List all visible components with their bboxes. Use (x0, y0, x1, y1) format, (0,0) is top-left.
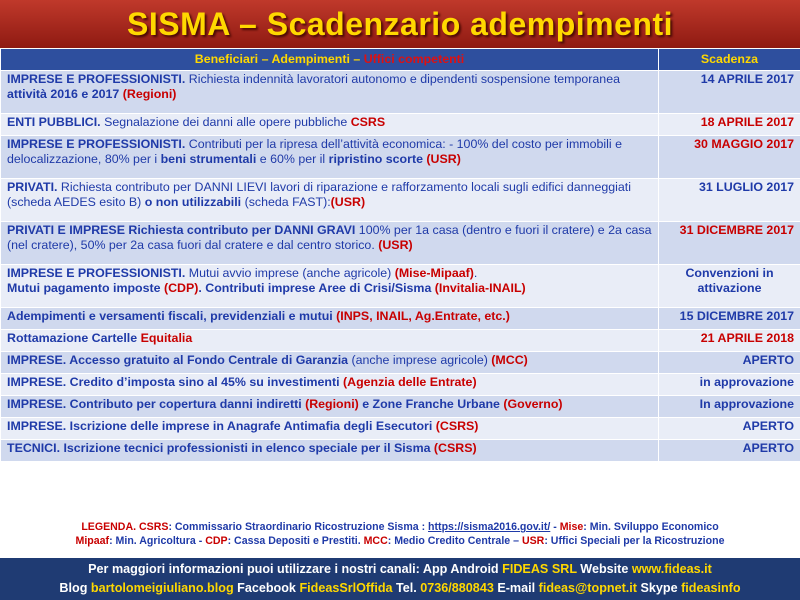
row-deadline: 18 APRILE 2017 (659, 114, 800, 136)
row-deadline: 15 DICEMBRE 2017 (659, 308, 800, 330)
sisma-link[interactable]: https://sisma2016.gov.it/ (428, 521, 551, 533)
legend-line-1: LEGENDA. CSRS: Commissario Straordinario Ricostruzione Sisma : https://sisma2016.gov.it/ - Mise: Min. Sviluppo Economico (81, 521, 719, 533)
row-description: PRIVATI. Richiesta contributo per DANNI LIEVI lavori di riparazione e rafforzamento locali sugli edifici danneggiati (scheda AEDES esito B) o non utilizzabili (scheda FAST):(USR) (1, 179, 659, 222)
deadlines-table (0, 48, 800, 462)
deadlines-panel (0, 48, 800, 558)
row-description: IMPRESE. Credito d’imposta sino al 45% su investimenti (Agenzia delle Entrate) (1, 374, 659, 396)
table-row (1, 222, 800, 265)
footer (0, 558, 800, 600)
footer-line-2: Blog bartolomeigiuliano.blog Facebook FideasSrlOffida Tel. 0736/880843 E-mail fideas@topnet.it Skype fideasinfo (59, 581, 741, 595)
row-description: IMPRESE. Iscrizione delle imprese in Anagrafe Antimafia degli Esecutori (CSRS) (1, 418, 659, 440)
row-deadline: in approvazione (659, 374, 800, 396)
row-description: IMPRESE E PROFESSIONISTI. Contributi per la ripresa dell’attività economica: - 100% del costo per immobili e delocalizzazione, 80% per i beni strumentali e 60% per il ripristino scorte (USR) (1, 136, 659, 179)
table-row (1, 374, 800, 396)
facebook-link[interactable]: FideasSrlOffida (299, 581, 393, 595)
table-row (1, 418, 800, 440)
row-deadline: Convenzioni in attivazione (659, 265, 800, 308)
table-row (1, 352, 800, 374)
row-deadline: 30 MAGGIO 2017 (659, 136, 800, 179)
row-description: TECNICI. Iscrizione tecnici professionisti in elenco speciale per il Sisma (CSRS) (1, 440, 659, 462)
blog-link[interactable]: bartolomeigiuliano.blog (90, 581, 234, 595)
row-description: IMPRESE. Contributo per copertura danni indiretti (Regioni) e Zone Franche Urbane (Governo) (1, 396, 659, 418)
table-header-row (1, 49, 800, 71)
header-deadline: Scadenza (659, 49, 800, 71)
email-link[interactable]: fideas@topnet.it (538, 581, 637, 595)
row-deadline: APERTO (659, 418, 800, 440)
table-row (1, 330, 800, 352)
header-beneficiaries: Beneficiari – Adempimenti – Uffici competenti (1, 49, 659, 71)
legend-line-2: Mipaaf: Min. Agricoltura - CDP: Cassa Depositi e Prestiti. MCC: Medio Credito Centrale – USR: Uffici Speciali per la Ricostruzione (75, 535, 725, 547)
row-deadline: 21 APRILE 2018 (659, 330, 800, 352)
table-row (1, 71, 800, 114)
row-deadline: APERTO (659, 440, 800, 462)
table-row (1, 265, 800, 308)
row-deadline: 31 DICEMBRE 2017 (659, 222, 800, 265)
page-title: SISMA – Scadenzario adempimenti (126, 5, 673, 42)
title-bar (0, 0, 800, 48)
row-description: ENTI PUBBLICI. Segnalazione dei danni alle opere pubbliche CSRS (1, 114, 659, 136)
table-row (1, 396, 800, 418)
row-description: Adempimenti e versamenti fiscali, previdenziali e mutui (INPS, INAIL, Ag.Entrate, etc.) (1, 308, 659, 330)
table-row (1, 114, 800, 136)
row-description: IMPRESE E PROFESSIONISTI. Richiesta indennità lavoratori autonomo e dipendenti sospensione temporanea attività 2016 e 2017 (Regioni) (1, 71, 659, 114)
table-row (1, 179, 800, 222)
row-deadline: 14 APRILE 2017 (659, 71, 800, 114)
table-row (1, 136, 800, 179)
table-row (1, 440, 800, 462)
table-row (1, 308, 800, 330)
footer-line-1: Per maggiori informazioni puoi utilizzare i nostri canali: App Android FIDEAS SRL Website www.fideas.it (88, 562, 712, 576)
row-description: IMPRESE. Accesso gratuito al Fondo Centrale di Garanzia (anche imprese agricole) (MCC) (1, 352, 659, 374)
website-link[interactable]: www.fideas.it (631, 562, 712, 576)
row-deadline: APERTO (659, 352, 800, 374)
legend (0, 518, 800, 558)
row-description: PRIVATI E IMPRESE Richiesta contributo per DANNI GRAVI 100% per 1a casa (dentro e fuori il cratere) e 2a casa (nel cratere), 50% per 2a casa fuori dal cratere e dal centro storico. (USR) (1, 222, 659, 265)
row-description: Rottamazione Cartelle Equitalia (1, 330, 659, 352)
row-deadline: In approvazione (659, 396, 800, 418)
row-deadline: 31 LUGLIO 2017 (659, 179, 800, 222)
row-description: IMPRESE E PROFESSIONISTI. Mutui avvio imprese (anche agricole) (Mise-Mipaaf). Mutui pagamento imposte (CDP). Contributi imprese Aree di Crisi/Sisma (Invitalia-INAIL) (1, 265, 659, 308)
